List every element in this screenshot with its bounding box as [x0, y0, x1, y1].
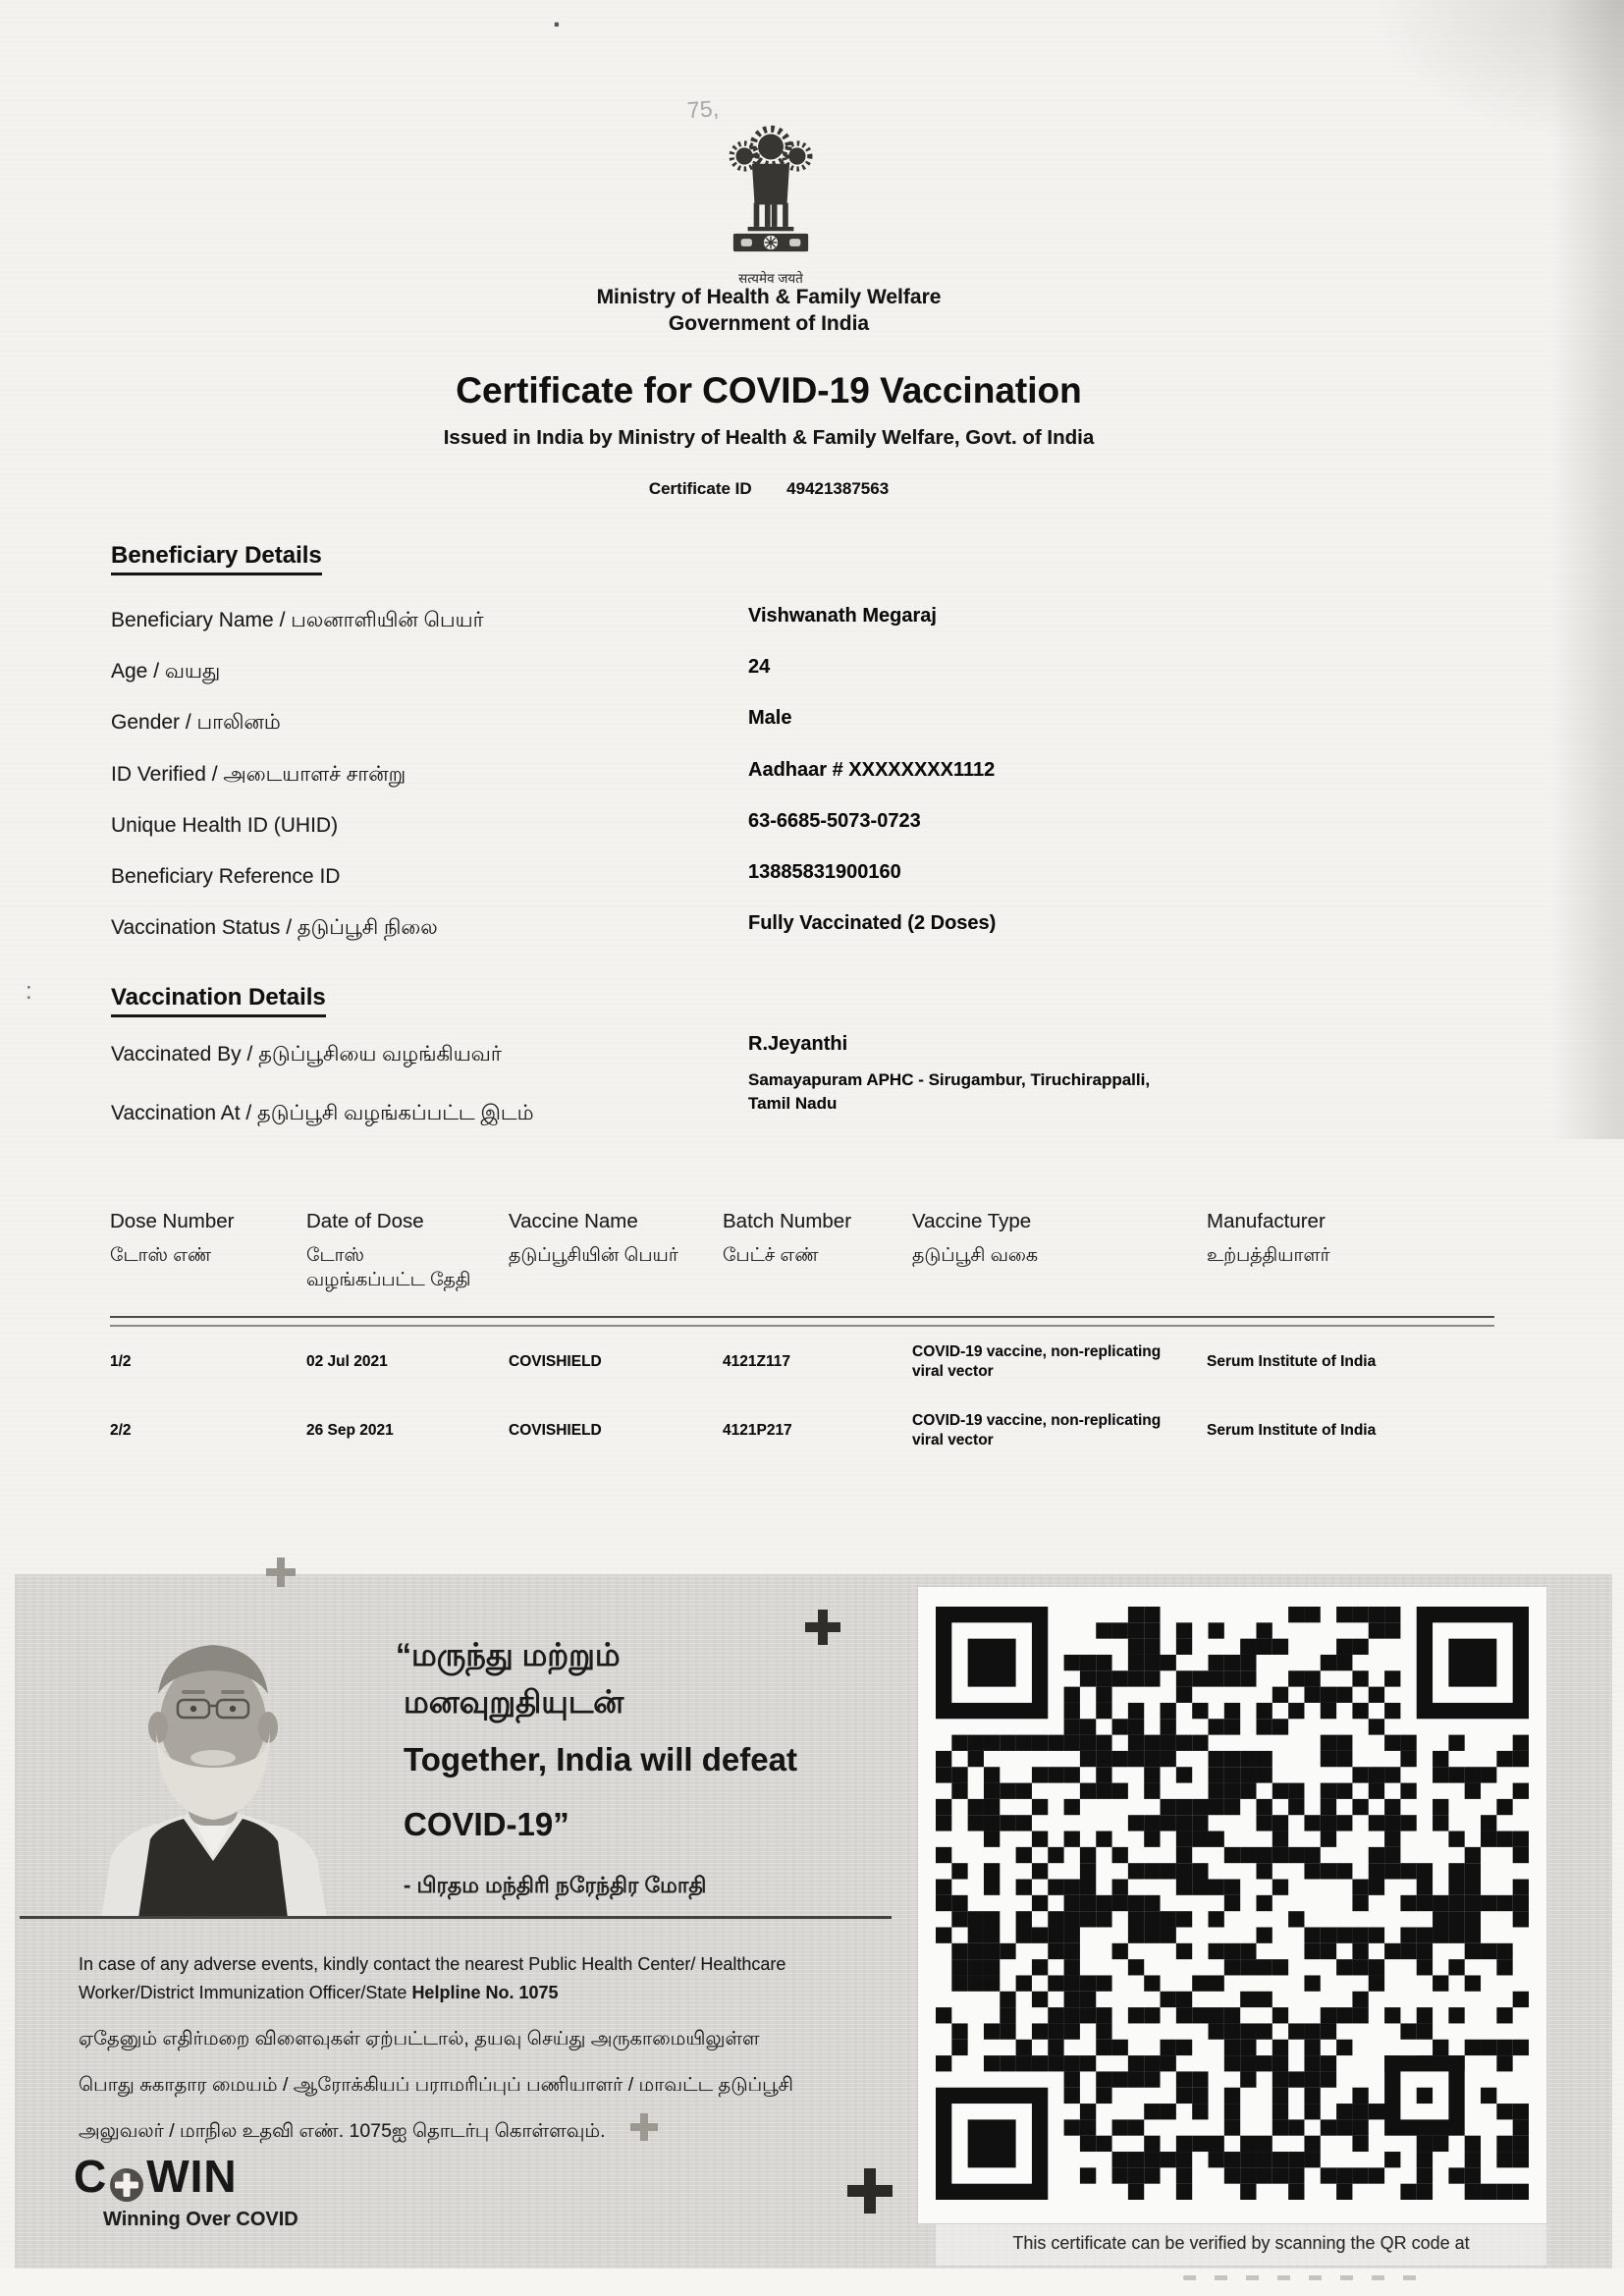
field-value: Aadhaar # XXXXXXXX1112 [748, 759, 996, 781]
field-label: Unique Health ID (UHID) [111, 814, 339, 837]
vaccination-section-title: Vaccination Details [111, 984, 326, 1017]
cowin-globe-icon [109, 2160, 144, 2196]
column-header: Dose Number [110, 1210, 235, 1232]
column-header: Vaccine Name [509, 1210, 638, 1232]
field-label: Vaccination Status / தடுப்பூசி நிலை [111, 916, 438, 939]
column-header-tamil: உற்பத்தியாளர் [1207, 1245, 1330, 1266]
column-header-tamil: டோஸ் வழங்கப்பட்ட தேதி [306, 1245, 471, 1290]
table-cell: 2/2 [110, 1422, 132, 1439]
column-header-tamil: தடுப்பூசி வகை [912, 1245, 1039, 1266]
cut-off-text-artifact [1183, 2275, 1429, 2280]
table-cell: COVISHIELD [509, 1422, 602, 1439]
table-cell: COVISHIELD [509, 1353, 602, 1370]
table-cell: Serum Institute of India [1207, 1353, 1377, 1370]
certificate-title: Certificate for COVID-19 Vaccination [456, 370, 1082, 410]
cowin-tagline: Winning Over COVID [103, 2209, 298, 2230]
field-label: Vaccinated By / தடுப்பூசியை வழங்கியவர் [111, 1043, 502, 1066]
qr-code [918, 1587, 1546, 2223]
column-header-tamil: பேட்ச் எண் [723, 1245, 819, 1266]
scan-speck: . [553, 2, 561, 32]
field-value: Male [748, 707, 792, 729]
column-header-tamil: டோஸ் எண் [110, 1245, 212, 1266]
certificate-id-label: Certificate ID [648, 479, 752, 498]
quote-attribution: - பிரதம மந்திரி நரேந்திர மோதி [404, 1873, 707, 1897]
certificate-subtitle: Issued in India by Ministry of Health & Family Welfare, Govt. of India [443, 426, 1095, 449]
field-value: R.Jeyanthi [748, 1033, 848, 1055]
column-header-tamil: தடுப்பூசியின் பெயர் [509, 1245, 678, 1266]
table-cell: 1/2 [110, 1353, 132, 1370]
quote-tamil-line1: “மருந்து மற்றும் [396, 1637, 621, 1672]
photo-divider-line [20, 1916, 892, 1919]
table-cell: 4121P217 [723, 1422, 792, 1439]
page-bottom-strip [0, 2269, 1624, 2296]
beneficiary-section-title: Beneficiary Details [111, 542, 322, 575]
field-value: Samayapuram APHC - Sirugambur, Tiruchirappalli, Tamil Nadu [748, 1070, 1151, 1113]
field-value: Vishwanath Megaraj [748, 605, 937, 627]
field-label: Beneficiary Name / பலனாளியின் பெயர் [111, 609, 484, 631]
field-label: ID Verified / அடையாளச் சான்று [111, 763, 406, 786]
pencil-mark: 75, [686, 94, 720, 124]
adverse-notice-en: In case of any adverse events, kindly contact the nearest Public Health Center/ Healthcare Worker/District Immunization Officer/State Helpline No. 1075 [79, 1954, 786, 2002]
adverse-notice-ta: ஏதேனும் எதிர்மறை விளைவுகள் ஏற்பட்டால், தயவு செய்து அருகாமையிலுள்ள பொது சுகாதார மையம் / ஆரோக்கியப் பராமரிப்புப் பணியாளர் / மாவட்ட தடுப்பூசி அலுவலர் / மாநில உதவி எண். 1075ஐ தொடர்பு கொள்ளவும். [79, 2028, 793, 2142]
table-cell: 4121Z117 [723, 1353, 790, 1370]
field-label: Vaccination At / தடுப்பூசி வழங்கப்பட்ட இடம் [111, 1102, 534, 1124]
column-header: Date of Dose [306, 1210, 424, 1232]
field-value: Fully Vaccinated (2 Doses) [748, 912, 997, 934]
quote-tamil-line2: மனவுறுதியுடன் [404, 1684, 624, 1720]
ministry-line2: Government of India [668, 312, 870, 335]
field-value: 63-6685-5073-0723 [748, 810, 921, 832]
column-header: Vaccine Type [912, 1210, 1032, 1232]
field-label: Beneficiary Reference ID [111, 865, 341, 888]
scan-shadow-right-edge [1551, 0, 1624, 1139]
pm-portrait-image [64, 1604, 363, 1918]
table-cell: 26 Sep 2021 [306, 1422, 394, 1439]
dose-table [110, 1210, 1504, 1450]
ministry-line1: Ministry of Health & Family Welfare [596, 286, 942, 308]
cowin-logo: C WIN [74, 2151, 238, 2202]
verify-strip [936, 2224, 1546, 2266]
quote-english-line2: COVID-19” [404, 1806, 569, 1842]
quote-english-line1: Together, India will defeat [404, 1741, 797, 1777]
column-header: Batch Number [723, 1210, 852, 1232]
helpline-number: Helpline No. 1075 [411, 1983, 559, 2002]
table-rule [110, 1316, 1494, 1327]
field-value: 24 [748, 656, 771, 678]
verify-text: This certificate can be verified by scanning the QR code at [1012, 2233, 1470, 2253]
table-cell: COVID-19 vaccine, non-replicating viral vector [912, 1343, 1162, 1380]
cowin-banner [15, 1574, 1612, 2269]
field-label: Gender / பாலினம் [111, 711, 281, 734]
table-cell: 02 Jul 2021 [306, 1353, 388, 1370]
table-cell: Serum Institute of India [1207, 1422, 1377, 1439]
field-label: Age / வயது [111, 660, 221, 683]
emblem-caption: सत्यमेव जयते [738, 271, 803, 286]
certificate-id-row [278, 479, 1260, 499]
table-cell: COVID-19 vaccine, non-replicating viral vector [912, 1412, 1162, 1449]
column-header: Manufacturer [1207, 1210, 1326, 1232]
margin-colon-artifact: : [26, 978, 32, 1005]
field-value: 13885831900160 [748, 861, 901, 883]
ashoka-emblem-icon [720, 120, 822, 269]
certificate-id-value: 49421387563 [786, 479, 890, 498]
